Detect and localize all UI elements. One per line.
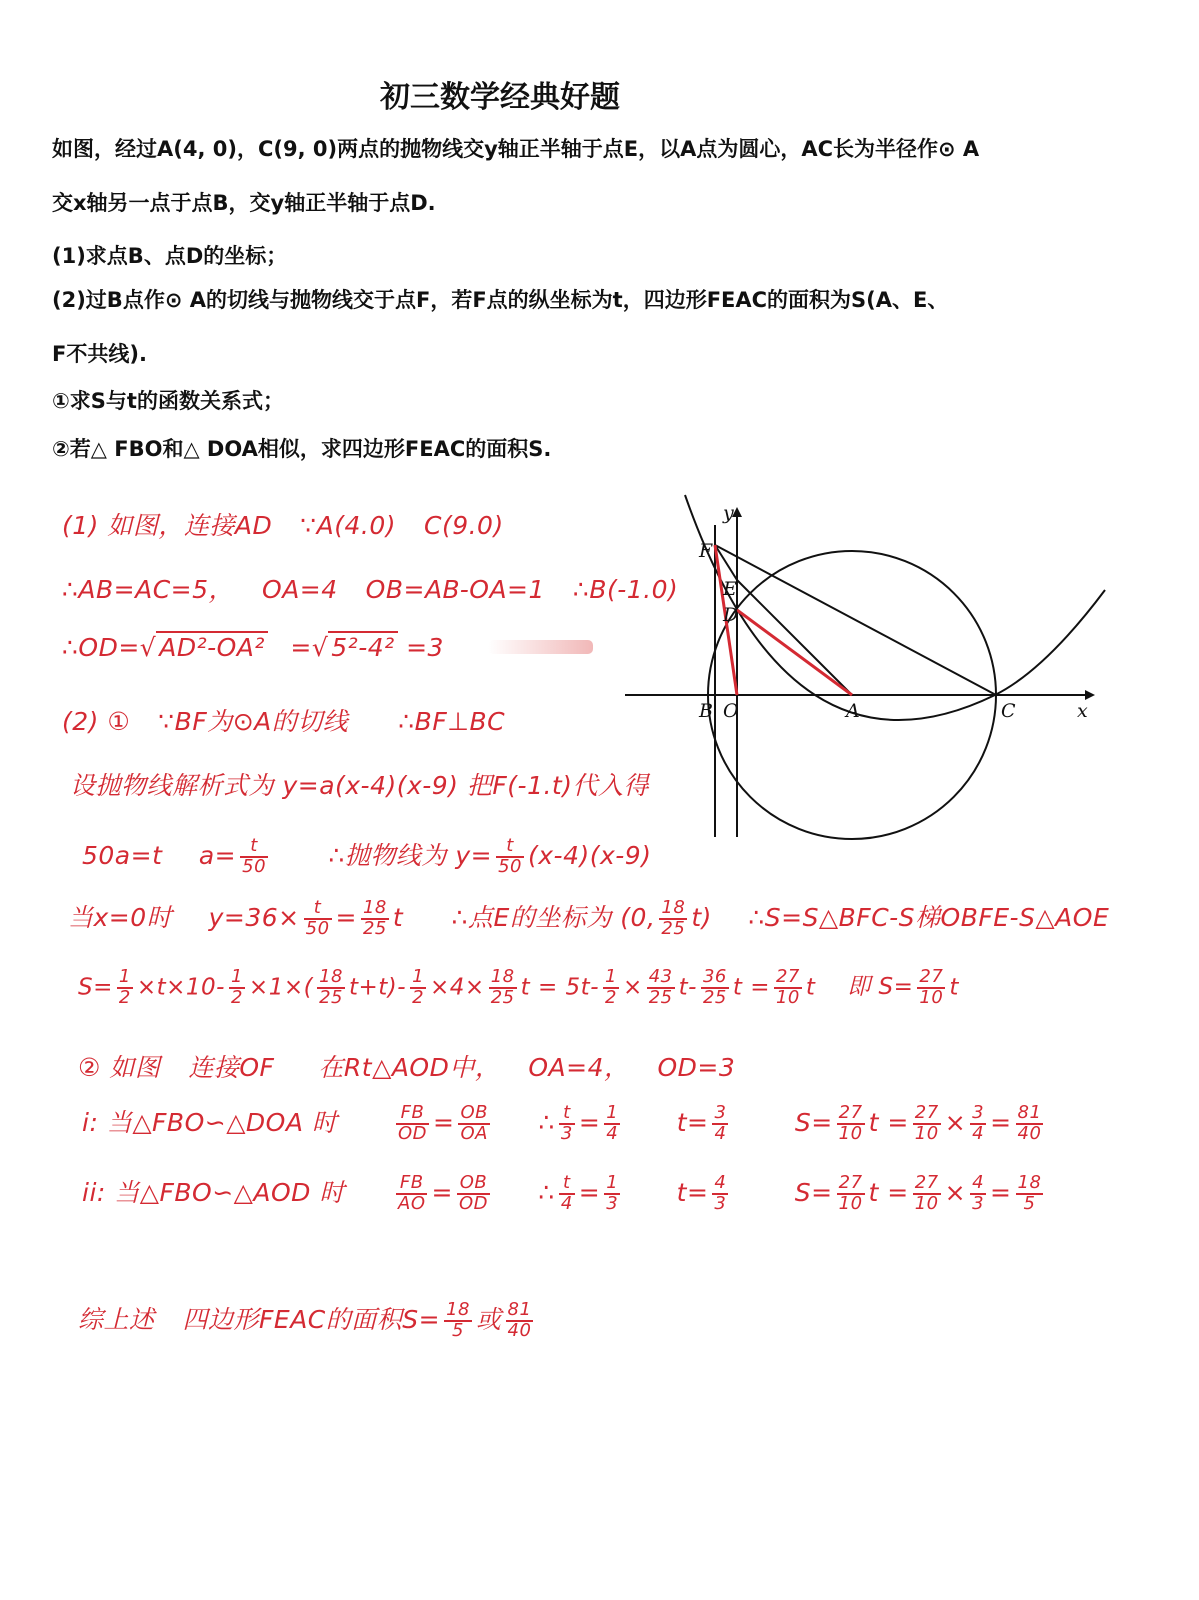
solution-line-10: i: 当△FBO∽△DOA 时 $\frac{FB}{OD}$ = $\frac{OB}{OA}$ ∴ $\frac{t}{3}$ = $\frac{1}{4}$ t= $\frac{3}{4}$ S= $\frac{27}{10}$ t = $\frac{27}{10}$ × $\frac{3}{4}$ = $\frac{81}{40}$ [82,1102,1042,1144]
label-y: y [723,502,734,524]
sol-text: ∵A(4.0) [300,511,396,540]
segment-ea [737,580,852,695]
sol-text: 当x=0时 [68,903,173,932]
sqrt-expr: AD²-OA² [156,631,268,662]
sol-text: = [290,633,312,662]
problem-line-4: (2)过B点作⊙ A的切线与抛物线交于点F，若F点的纵坐标为t，四边形FEAC的面积为S(A、E、 [52,288,949,312]
parabola [685,495,1105,720]
red-segment-ad [737,610,852,695]
problem-line-7: ②若△ FBO和△ DOA相似，求四边形FEAC的面积S. [52,437,552,461]
sol-text: ∴BF⊥BC [398,707,506,736]
sol-text: 50a=t [82,841,163,870]
solution-line-3: ∴OD=√ AD²-OA² =√ 5²-4² =3 [62,633,444,662]
sol-text: ∵BF为⊙A的切线 [158,707,349,736]
sol-text: ∴点E的坐标为 (0, [451,903,656,932]
sqrt-expr: 5²-4² [328,631,397,662]
solution-line-1 [62,506,504,542]
label-a: A [846,700,860,722]
solution-line-9: ② 如图 连接OF 在Rt△AOD中， OA=4， OD=3 [78,1053,736,1082]
sol-text: (1) 如图，连接AD [62,511,273,540]
label-f: F [699,540,713,562]
sol-text: ∴B(-1.0) [572,575,679,604]
sol-text: t) [691,903,712,932]
problem-line-2: 交x轴另一点于点B，交y轴正半轴于点D. [52,191,436,215]
fraction: $\frac{18}{25}$ [661,897,686,939]
sol-text: ∴AB=AC=5， [62,575,235,604]
problem-line-1: 如图，经过A(4, 0)，C(9, 0)两点的抛物线交y轴正半轴于点E，以A点为圆心，AC长为半径作⊙ A [52,137,980,161]
sol-text: =3 [406,633,444,662]
fraction: $\frac{t}{50}$ [498,835,522,877]
solution-line-8: S= $\frac{1}{2}$ ×t×10- $\frac{1}{2}$ ×1×( $\frac{18}{25}$ t+t)- $\frac{1}{2}$ ×4× $\frac{18}{25}$ t = 5t- $\frac{1}{2}$ × $\frac{43}{25}$ t- $\frac{36}{25}$ t = $\frac{27}{10}$ t 即 S= $\frac{27}{10}$ t [78,966,959,1008]
sol-text: = [335,903,357,932]
fraction: $\frac{t}{50}$ [305,897,330,939]
solution-line-4 [62,702,505,738]
label-b: B [699,700,713,722]
solution-line-6 [82,836,651,877]
label-d: D [723,604,739,626]
sol-text: OB=AB-OA=1 [365,575,545,604]
fraction: $\frac{18}{25}$ [362,897,387,939]
x-axis-arrow-icon [1085,690,1095,700]
solution-line-7 [68,898,1109,939]
label-e: E [723,578,737,600]
segment-fc [715,545,996,695]
problem-line-3: (1)求点B、点D的坐标； [52,244,288,268]
problem-line-5: F不共线). [52,342,147,366]
label-o: O [723,700,739,722]
solution-conclusion: 综上述 四边形FEAC的面积S= $\frac{18}{5}$ 或 $\frac{81}{40}$ [78,1299,532,1341]
sol-text: OA=4 [262,575,338,604]
solution-line-11: ii: 当△FBO∽△AOD 时 $\frac{FB}{AO}$ = $\frac{OB}{OD}$ ∴ $\frac{t}{4}$ = $\frac{1}{3}$ t= $\frac{4}{3}$ S= $\frac{27}{10}$ t = $\frac{27}{10}$ × $\frac{4}{3}$ = $\frac{18}{5}$ [82,1172,1042,1214]
geometry-figure [615,485,1115,845]
sol-text: a= [198,841,237,870]
sol-text: t [392,903,404,932]
page-title: 初三数学经典好题 [380,80,620,115]
label-c: C [1001,700,1016,722]
problem-line-6: ①求S与t的函数关系式； [52,389,284,413]
label-x: x [1077,700,1088,722]
sol-text: (x-4)(x-9) [528,841,652,870]
solution-line-5: 设抛物线解析式为 y=a(x-4)(x-9) 把F(-1.t)代入得 [70,771,649,800]
fraction: $\frac{t}{50}$ [242,835,267,877]
sol-text: ∴S=S△BFC-S梯OBFE-S△AOE [748,903,1110,932]
sol-text: y=36× [208,903,300,932]
sol-text: (2) ① [62,707,131,736]
sol-text: ∴抛物线为 y= [328,841,493,870]
solution-line-2 [62,570,678,606]
sol-text: ∴OD= [62,633,140,662]
sol-text: C(9.0) [424,511,504,540]
highlight-stroke [488,640,593,654]
